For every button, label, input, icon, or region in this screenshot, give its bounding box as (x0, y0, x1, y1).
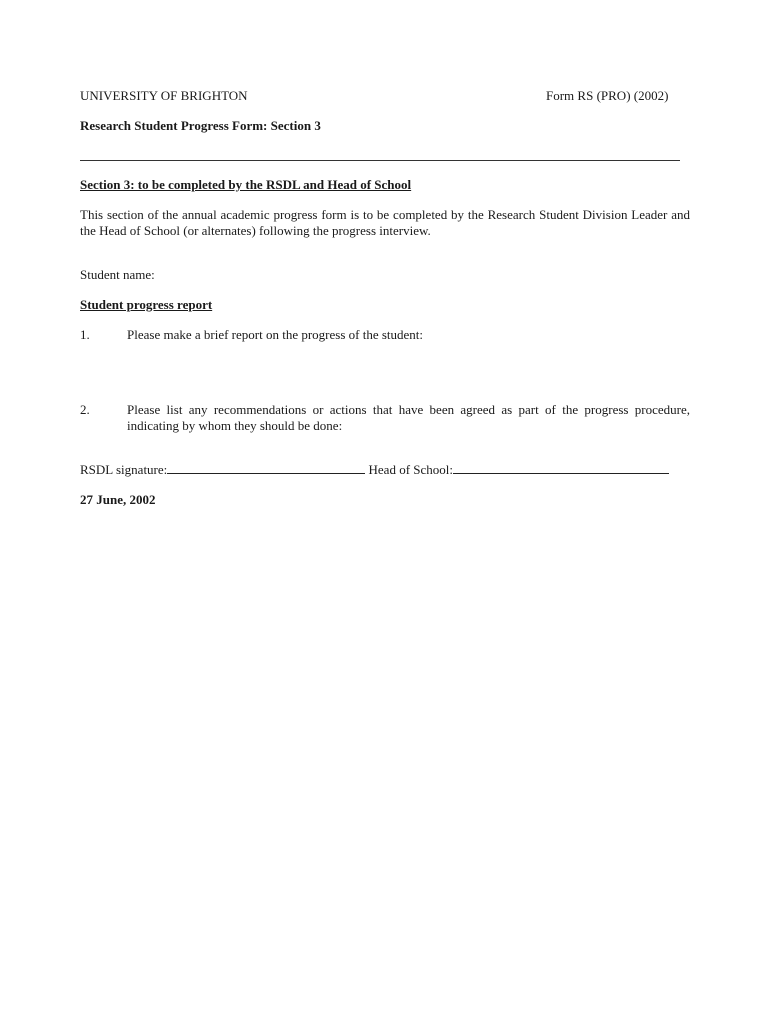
form-title: Research Student Progress Form: Section 3 (80, 118, 321, 133)
form-code: Form RS (PRO) (2002) (546, 88, 669, 103)
item-number: 2. (80, 402, 90, 417)
item-text: Please list any recommendations or actions that have been agreed as part of the progress procedure, indicating by whom they should be done: (127, 402, 690, 433)
institution-name: UNIVERSITY OF BRIGHTON (80, 88, 248, 103)
section-intro: This section of the annual academic progress form is to be completed by the Research Student Division Leader and the Head of School (or alternates) following the progress interview. (80, 207, 690, 238)
item-number: 1. (80, 327, 90, 342)
document-date: 27 June, 2002 (80, 492, 156, 507)
head-of-school-label: Head of School: (368, 462, 453, 477)
head-of-school-signature-line[interactable] (453, 473, 669, 474)
rsdl-signature-label: RSDL signature: (80, 462, 168, 477)
progress-report-heading: Student progress report (80, 297, 213, 312)
section-heading: Section 3: to be completed by the RSDL and Head of School (80, 177, 412, 192)
header-divider (80, 160, 680, 161)
item-text: Please make a brief report on the progress of the student: (127, 327, 424, 342)
signature-row (80, 462, 669, 478)
student-name-label: Student name: (80, 267, 155, 282)
rsdl-signature-line[interactable] (167, 473, 365, 474)
